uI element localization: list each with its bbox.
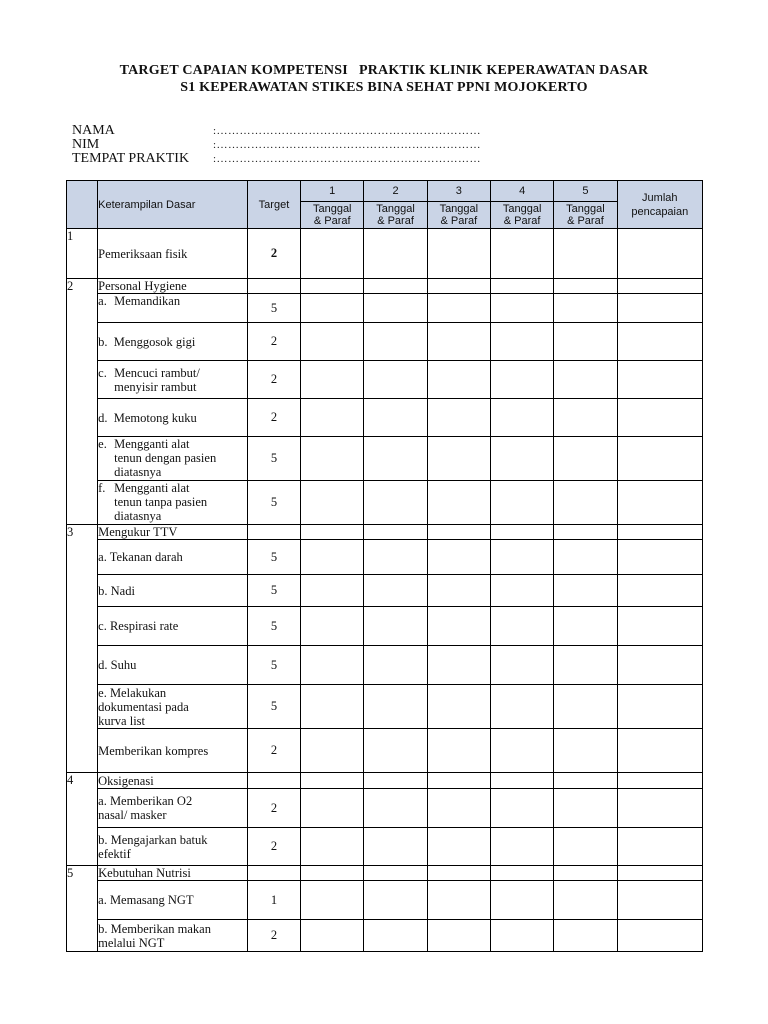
table-row bbox=[67, 279, 703, 294]
sign-cell[interactable] bbox=[490, 481, 553, 525]
skill-cell: d. Memotong kuku bbox=[98, 399, 248, 437]
sign-cell[interactable] bbox=[364, 685, 427, 729]
total-cell[interactable] bbox=[617, 920, 702, 952]
target-cell bbox=[247, 279, 300, 294]
sign-cell[interactable] bbox=[364, 607, 427, 646]
table-row bbox=[67, 729, 703, 773]
sign-cell[interactable] bbox=[490, 828, 553, 866]
sign-cell[interactable] bbox=[554, 540, 617, 575]
sign-cell[interactable] bbox=[364, 789, 427, 828]
sign-cell[interactable] bbox=[427, 685, 490, 729]
skill-cell: b. Menggosok gigi bbox=[98, 323, 248, 361]
sign-cell[interactable] bbox=[427, 294, 490, 323]
skill-cell bbox=[98, 361, 248, 399]
row-number: 3 bbox=[67, 525, 98, 773]
sign-cell[interactable] bbox=[554, 920, 617, 952]
header-skill: Keterampilan Dasar bbox=[98, 181, 248, 229]
sign-cell[interactable] bbox=[427, 361, 490, 399]
sign-cell[interactable] bbox=[554, 685, 617, 729]
sign-cell[interactable] bbox=[301, 361, 364, 399]
sign-cell[interactable] bbox=[301, 323, 364, 361]
item-text bbox=[114, 366, 200, 394]
sign-cell[interactable] bbox=[301, 481, 364, 525]
target-cell: 2 bbox=[247, 920, 300, 952]
sign-cell[interactable] bbox=[364, 828, 427, 866]
sign-cell[interactable] bbox=[364, 646, 427, 685]
sign-cell[interactable] bbox=[364, 575, 427, 607]
header-col-4: 4 bbox=[490, 181, 553, 202]
practice-place-label: TEMPAT PRAKTIK bbox=[72, 151, 190, 166]
skill-cell bbox=[98, 481, 248, 525]
practice-place-field[interactable] bbox=[72, 152, 552, 166]
skill-cell: d. Suhu bbox=[98, 646, 248, 685]
item-text-line: b. Mengajarkan batuk bbox=[98, 832, 208, 847]
skill-cell: Personal Hygiene bbox=[98, 279, 248, 294]
table-row bbox=[67, 920, 703, 952]
header-number-col bbox=[67, 181, 98, 229]
table-row bbox=[67, 323, 703, 361]
table-row bbox=[67, 866, 703, 881]
item-text bbox=[114, 481, 207, 523]
row-number: 4 bbox=[67, 773, 98, 866]
sign-cell[interactable] bbox=[364, 481, 427, 525]
sign-cell[interactable] bbox=[364, 229, 427, 279]
sign-cell[interactable] bbox=[490, 323, 553, 361]
sign-cell[interactable] bbox=[427, 437, 490, 481]
item-text-line: tenun tanpa pasien bbox=[114, 495, 208, 509]
row-number: 2 bbox=[67, 279, 98, 525]
skill-cell: c. Respirasi rate bbox=[98, 607, 248, 646]
target-cell: 2 bbox=[247, 828, 300, 866]
sign-cell[interactable] bbox=[554, 279, 617, 294]
table-row bbox=[67, 294, 703, 323]
sign-cell[interactable] bbox=[301, 646, 364, 685]
item-marker: e. bbox=[98, 437, 107, 451]
target-cell: 5 bbox=[247, 646, 300, 685]
sign-cell[interactable] bbox=[427, 789, 490, 828]
sub-label: Tanggal bbox=[376, 203, 415, 215]
sign-cell[interactable] bbox=[364, 729, 427, 773]
sign-cell[interactable] bbox=[427, 866, 490, 881]
target-cell: 2 bbox=[247, 399, 300, 437]
total-cell[interactable] bbox=[617, 646, 702, 685]
total-cell[interactable] bbox=[617, 481, 702, 525]
skill-cell bbox=[98, 685, 248, 729]
target-cell: 2 bbox=[247, 323, 300, 361]
target-cell: 2 bbox=[247, 229, 300, 279]
skill-cell: Mengukur TTV bbox=[98, 525, 248, 540]
sign-cell[interactable] bbox=[301, 575, 364, 607]
header-col-3: 3 bbox=[427, 181, 490, 202]
skill-cell bbox=[98, 828, 248, 866]
name-dotted-line[interactable]: :…………………………………………………………… bbox=[213, 125, 482, 137]
sign-cell[interactable] bbox=[554, 437, 617, 481]
skill-cell: a. Memasang NGT bbox=[98, 881, 248, 920]
target-cell: 5 bbox=[247, 481, 300, 525]
table-row bbox=[67, 399, 703, 437]
header-sub-4 bbox=[490, 202, 553, 229]
sign-cell[interactable] bbox=[427, 229, 490, 279]
skill-cell: a. Tekanan darah bbox=[98, 540, 248, 575]
sign-cell[interactable] bbox=[554, 646, 617, 685]
total-cell[interactable] bbox=[617, 399, 702, 437]
sign-cell[interactable] bbox=[490, 437, 553, 481]
sign-cell[interactable] bbox=[301, 920, 364, 952]
target-cell: 5 bbox=[247, 607, 300, 646]
sign-cell[interactable] bbox=[490, 294, 553, 323]
item-marker: c. bbox=[98, 365, 107, 380]
sign-cell[interactable] bbox=[301, 607, 364, 646]
sign-cell[interactable] bbox=[427, 525, 490, 540]
table-row bbox=[67, 881, 703, 920]
item-text-line: Mencuci rambut/ bbox=[114, 365, 200, 380]
sign-cell[interactable] bbox=[554, 729, 617, 773]
item-marker: f. bbox=[98, 481, 106, 495]
total-cell[interactable] bbox=[617, 525, 702, 540]
total-cell[interactable] bbox=[617, 685, 702, 729]
item-text-line: diatasnya bbox=[114, 509, 162, 523]
sign-cell[interactable] bbox=[427, 646, 490, 685]
sign-cell[interactable] bbox=[301, 685, 364, 729]
total-cell[interactable] bbox=[617, 881, 702, 920]
sub-label: Tanggal bbox=[566, 203, 605, 215]
target-cell bbox=[247, 866, 300, 881]
skill-cell: Memberikan kompres bbox=[98, 729, 248, 773]
skill-cell: Oksigenasi bbox=[98, 773, 248, 789]
sign-cell[interactable] bbox=[364, 279, 427, 294]
sign-cell[interactable] bbox=[490, 773, 553, 789]
practice-place-dotted-line[interactable]: :…………………………………………………………… bbox=[213, 153, 482, 165]
sign-cell[interactable] bbox=[554, 294, 617, 323]
target-cell: 2 bbox=[247, 361, 300, 399]
nim-dotted-line[interactable]: :…………………………………………………………… bbox=[213, 139, 482, 151]
table-row bbox=[67, 229, 703, 279]
item-text-line: nasal/ masker bbox=[98, 808, 167, 822]
skill-cell bbox=[98, 294, 248, 323]
sign-cell[interactable] bbox=[427, 773, 490, 789]
sub-label: & Paraf bbox=[313, 215, 351, 227]
item-text-line: diatasnya bbox=[114, 465, 162, 479]
sign-cell[interactable] bbox=[301, 279, 364, 294]
skill-cell bbox=[98, 437, 248, 481]
row-number: 1 bbox=[67, 229, 98, 279]
sign-cell[interactable] bbox=[554, 773, 617, 789]
sign-cell[interactable] bbox=[364, 866, 427, 881]
target-cell: 5 bbox=[247, 437, 300, 481]
table-row bbox=[67, 437, 703, 481]
sign-cell[interactable] bbox=[554, 525, 617, 540]
sub-label: & Paraf bbox=[503, 215, 541, 227]
sign-cell[interactable] bbox=[301, 525, 364, 540]
sign-cell[interactable] bbox=[554, 789, 617, 828]
target-cell: 5 bbox=[247, 294, 300, 323]
target-cell: 5 bbox=[247, 540, 300, 575]
identity-fields bbox=[72, 124, 552, 166]
sign-cell[interactable] bbox=[554, 481, 617, 525]
table-row bbox=[67, 685, 703, 729]
sign-cell[interactable] bbox=[301, 294, 364, 323]
sign-cell[interactable] bbox=[554, 323, 617, 361]
sign-cell[interactable] bbox=[427, 881, 490, 920]
target-cell bbox=[247, 773, 300, 789]
sub-label: Tanggal bbox=[439, 203, 479, 215]
table-row bbox=[67, 540, 703, 575]
sign-cell[interactable] bbox=[490, 685, 553, 729]
sign-cell[interactable] bbox=[490, 229, 553, 279]
total-cell[interactable] bbox=[617, 607, 702, 646]
name-field[interactable] bbox=[72, 124, 552, 138]
target-cell: 5 bbox=[247, 685, 300, 729]
sign-cell[interactable] bbox=[490, 607, 553, 646]
target-cell bbox=[247, 525, 300, 540]
document-title bbox=[0, 62, 768, 96]
sign-cell[interactable] bbox=[490, 540, 553, 575]
sign-cell[interactable] bbox=[427, 399, 490, 437]
total-cell[interactable] bbox=[617, 789, 702, 828]
sign-cell[interactable] bbox=[427, 828, 490, 866]
sign-cell[interactable] bbox=[490, 881, 553, 920]
sign-cell[interactable] bbox=[490, 525, 553, 540]
table-row bbox=[67, 789, 703, 828]
item-text-line: Mengganti alat bbox=[114, 437, 190, 451]
sign-cell[interactable] bbox=[301, 866, 364, 881]
sign-cell[interactable] bbox=[554, 881, 617, 920]
sign-cell[interactable] bbox=[301, 881, 364, 920]
header-sub-1 bbox=[301, 202, 364, 229]
sign-cell[interactable] bbox=[427, 540, 490, 575]
sign-cell[interactable] bbox=[490, 399, 553, 437]
total-cell[interactable] bbox=[617, 540, 702, 575]
header-target: Target bbox=[247, 181, 300, 229]
sign-cell[interactable] bbox=[364, 525, 427, 540]
sign-cell[interactable] bbox=[554, 828, 617, 866]
sign-cell[interactable] bbox=[301, 229, 364, 279]
sign-cell[interactable] bbox=[364, 323, 427, 361]
sign-cell[interactable] bbox=[301, 729, 364, 773]
sign-cell[interactable] bbox=[364, 437, 427, 481]
table-row bbox=[67, 525, 703, 540]
total-cell[interactable] bbox=[617, 229, 702, 279]
sub-label: Tanggal bbox=[312, 203, 352, 215]
sign-cell[interactable] bbox=[427, 575, 490, 607]
header-total-line-1: Jumlah bbox=[642, 191, 678, 204]
item-text bbox=[114, 437, 216, 479]
header-sub-3 bbox=[427, 202, 490, 229]
table-row bbox=[67, 773, 703, 789]
item-text-line: b. Memberikan makan bbox=[98, 921, 211, 936]
total-cell[interactable] bbox=[617, 323, 702, 361]
sign-cell[interactable] bbox=[301, 437, 364, 481]
title-line-1: TARGET CAPAIAN KOMPETENSI PRAKTIK KLINIK KEPERAWATAN DASAR bbox=[119, 63, 649, 78]
sub-label: Tanggal bbox=[502, 203, 542, 215]
target-cell: 5 bbox=[247, 575, 300, 607]
row-number: 5 bbox=[67, 866, 98, 952]
table-row bbox=[67, 607, 703, 646]
sign-cell[interactable] bbox=[490, 279, 553, 294]
sign-cell[interactable] bbox=[427, 279, 490, 294]
sub-label: & Paraf bbox=[377, 215, 414, 227]
sign-cell[interactable] bbox=[554, 866, 617, 881]
sign-cell[interactable] bbox=[554, 229, 617, 279]
skill-cell bbox=[98, 789, 248, 828]
sign-cell[interactable] bbox=[490, 866, 553, 881]
sign-cell[interactable] bbox=[364, 881, 427, 920]
total-cell[interactable] bbox=[617, 294, 702, 323]
header-total bbox=[617, 181, 702, 229]
sub-label: & Paraf bbox=[567, 215, 604, 227]
sign-cell[interactable] bbox=[301, 789, 364, 828]
table-row bbox=[67, 828, 703, 866]
total-cell[interactable] bbox=[617, 361, 702, 399]
sign-cell[interactable] bbox=[364, 773, 427, 789]
total-cell[interactable] bbox=[617, 773, 702, 789]
sign-cell[interactable] bbox=[490, 361, 553, 399]
skill-cell: b. Nadi bbox=[98, 575, 248, 607]
total-cell[interactable] bbox=[617, 828, 702, 866]
total-cell[interactable] bbox=[617, 437, 702, 481]
sign-cell[interactable] bbox=[490, 789, 553, 828]
header-sub-5 bbox=[554, 202, 617, 229]
sign-cell[interactable] bbox=[554, 361, 617, 399]
nim-label: NIM bbox=[72, 137, 100, 152]
total-cell[interactable] bbox=[617, 729, 702, 773]
skill-cell: Kebutuhan Nutrisi bbox=[98, 866, 248, 881]
name-label: NAMA bbox=[72, 123, 115, 138]
table-row bbox=[67, 481, 703, 525]
competency-table bbox=[66, 180, 703, 952]
skill-cell bbox=[98, 920, 248, 952]
total-cell[interactable] bbox=[617, 279, 702, 294]
sign-cell[interactable] bbox=[490, 920, 553, 952]
header-col-1: 1 bbox=[301, 181, 364, 202]
item-text-line: tenun dengan pasien bbox=[114, 451, 217, 465]
sign-cell[interactable] bbox=[554, 575, 617, 607]
item-text-line: menyisir rambut bbox=[114, 379, 197, 394]
header-sub-2 bbox=[364, 202, 427, 229]
sign-cell[interactable] bbox=[490, 575, 553, 607]
sign-cell[interactable] bbox=[301, 399, 364, 437]
sign-cell[interactable] bbox=[554, 399, 617, 437]
target-cell: 2 bbox=[247, 789, 300, 828]
item-text-line: kurva list bbox=[98, 713, 146, 728]
sign-cell[interactable] bbox=[490, 646, 553, 685]
sign-cell[interactable] bbox=[427, 920, 490, 952]
item-text: Memandikan bbox=[114, 294, 181, 308]
header-col-5: 5 bbox=[554, 181, 617, 202]
total-cell[interactable] bbox=[617, 866, 702, 881]
skill-cell: Pemeriksaan fisik bbox=[98, 229, 248, 279]
title-line-2: S1 KEPERAWATAN STIKES BINA SEHAT PPNI MOJOKERTO bbox=[180, 80, 588, 95]
nim-field[interactable] bbox=[72, 138, 552, 152]
sign-cell[interactable] bbox=[364, 540, 427, 575]
sign-cell[interactable] bbox=[364, 294, 427, 323]
sign-cell[interactable] bbox=[364, 361, 427, 399]
table-row bbox=[67, 646, 703, 685]
sign-cell[interactable] bbox=[490, 729, 553, 773]
sign-cell[interactable] bbox=[301, 540, 364, 575]
sign-cell[interactable] bbox=[427, 481, 490, 525]
item-marker: a. bbox=[98, 294, 107, 308]
table-row bbox=[67, 575, 703, 607]
item-text-line: dokumentasi pada bbox=[98, 699, 189, 714]
item-text-line: a. Memberikan O2 bbox=[98, 794, 193, 808]
item-text-line: efektif bbox=[98, 846, 131, 861]
sign-cell[interactable] bbox=[301, 828, 364, 866]
header-col-2: 2 bbox=[364, 181, 427, 202]
sign-cell[interactable] bbox=[427, 323, 490, 361]
sign-cell[interactable] bbox=[364, 399, 427, 437]
item-text-line: melalui NGT bbox=[98, 935, 165, 950]
sign-cell[interactable] bbox=[427, 607, 490, 646]
target-cell: 1 bbox=[247, 881, 300, 920]
sign-cell[interactable] bbox=[427, 729, 490, 773]
table-row bbox=[67, 361, 703, 399]
item-text-line: Mengganti alat bbox=[114, 481, 190, 495]
header-total-line-2: pencapaian bbox=[631, 205, 689, 218]
sub-label: & Paraf bbox=[440, 215, 478, 227]
sign-cell[interactable] bbox=[364, 920, 427, 952]
sign-cell[interactable] bbox=[554, 607, 617, 646]
item-text-line: e. Melakukan bbox=[98, 685, 167, 700]
target-cell: 2 bbox=[247, 729, 300, 773]
total-cell[interactable] bbox=[617, 575, 702, 607]
sign-cell[interactable] bbox=[301, 773, 364, 789]
